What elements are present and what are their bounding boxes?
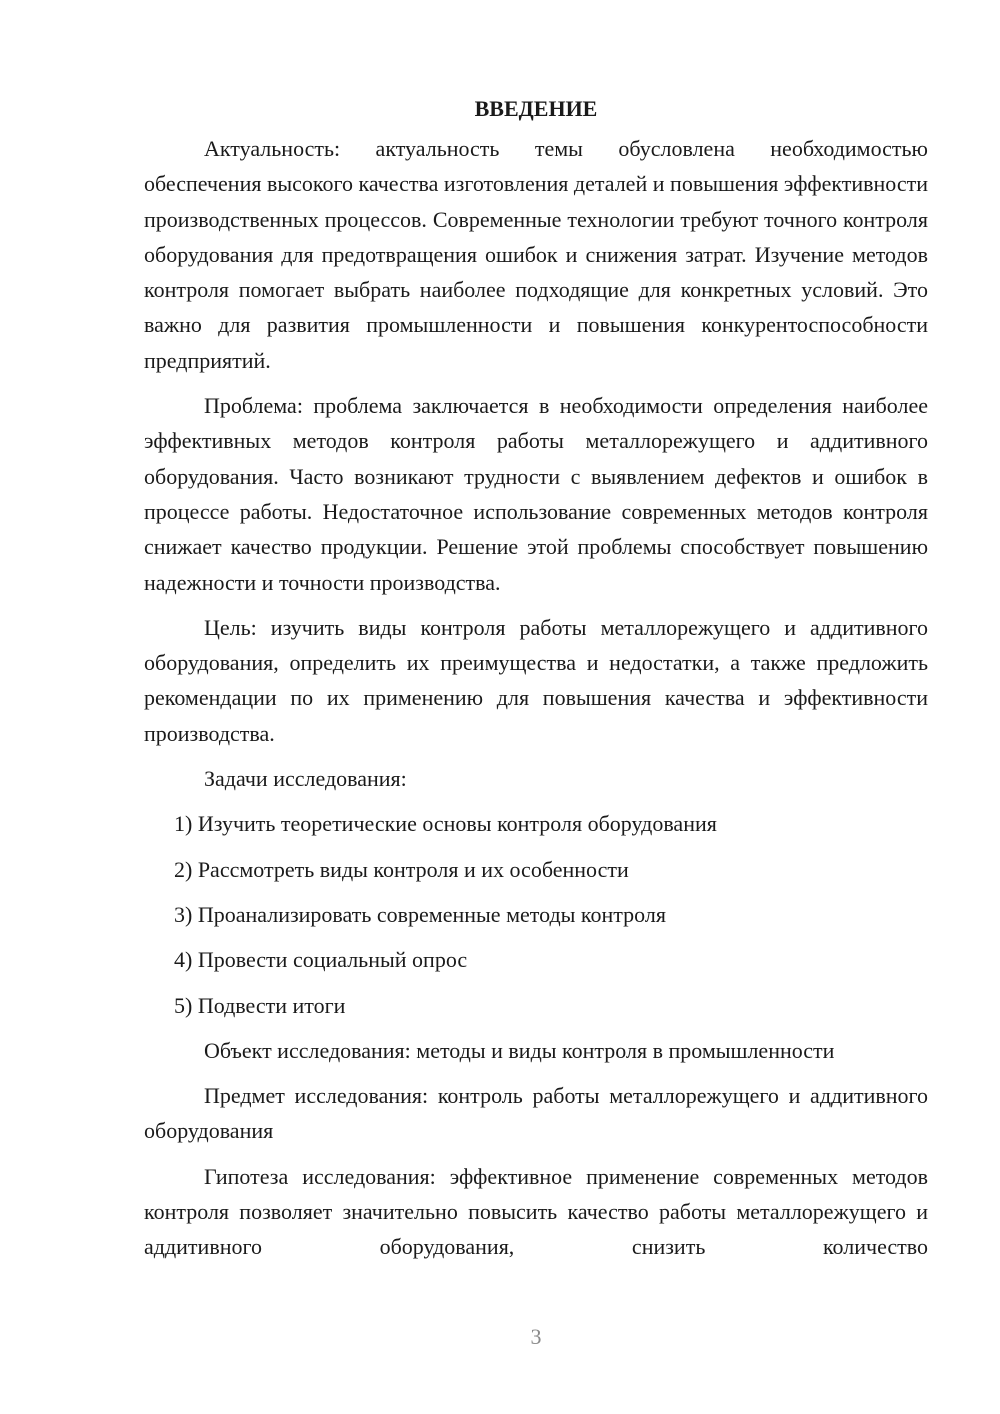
tasks-list bbox=[144, 806, 928, 1022]
page-content bbox=[144, 92, 928, 1275]
paragraph-goal: Цель: изучить виды контроля работы металлорежущего и аддитивного оборудования, определить их преимущества и недостатки, а также предложить рекомендации по их применению для повышения качества и эффективности производства. bbox=[144, 614, 928, 746]
list-item: 1) Изучить теоретические основы контроля оборудования bbox=[174, 811, 717, 837]
list-item: 2) Рассмотреть виды контроля и их особенности bbox=[174, 856, 629, 882]
paragraph-hypothesis: Гипотеза исследования: эффективное применение современных методов контроля позволяет значительно повысить качество работы металлорежущего и аддитивного оборудования, снизить количество bbox=[144, 1163, 928, 1260]
paragraph-object: Объект исследования: методы и виды контроля в промышленности bbox=[204, 1037, 835, 1063]
page-title: ВВЕДЕНИЕ bbox=[474, 96, 598, 121]
list-item: 5) Подвести итоги bbox=[174, 992, 346, 1018]
list-item: 3) Проанализировать современные методы контроля bbox=[174, 901, 666, 927]
list-item: 4) Провести социальный опрос bbox=[174, 947, 468, 973]
page-number: 3 bbox=[530, 1324, 542, 1349]
paragraph-problem: Проблема: проблема заключается в необходимости определения наиболее эффективных методов контроля работы металлорежущего и аддитивного оборудования. Часто возникают трудности с выявлением дефектов и ошибок в процессе работы. Недостаточное использование современных методов контроля снижает качество продукции. Решение этой проблемы способствует повышению надежности и точности производства. bbox=[144, 393, 928, 595]
tasks-heading: Задачи исследования: bbox=[204, 766, 407, 792]
paragraph-relevance: Актуальность: актуальность темы обусловлена необходимостью обеспечения высокого качества изготовления деталей и повышения эффективности производственных процессов. Современные технологии требуют точного контроля оборудования для предотвращения ошибок и снижения затрат. Изучение методов контроля помогает выбрать наиболее подходящие для конкретных условий. Это важно для развития промышленности и повышения конкурентоспособности предприятий. bbox=[144, 136, 928, 373]
paragraph-subject: Предмет исследования: контроль работы металлорежущего и аддитивного оборудования bbox=[144, 1083, 928, 1144]
